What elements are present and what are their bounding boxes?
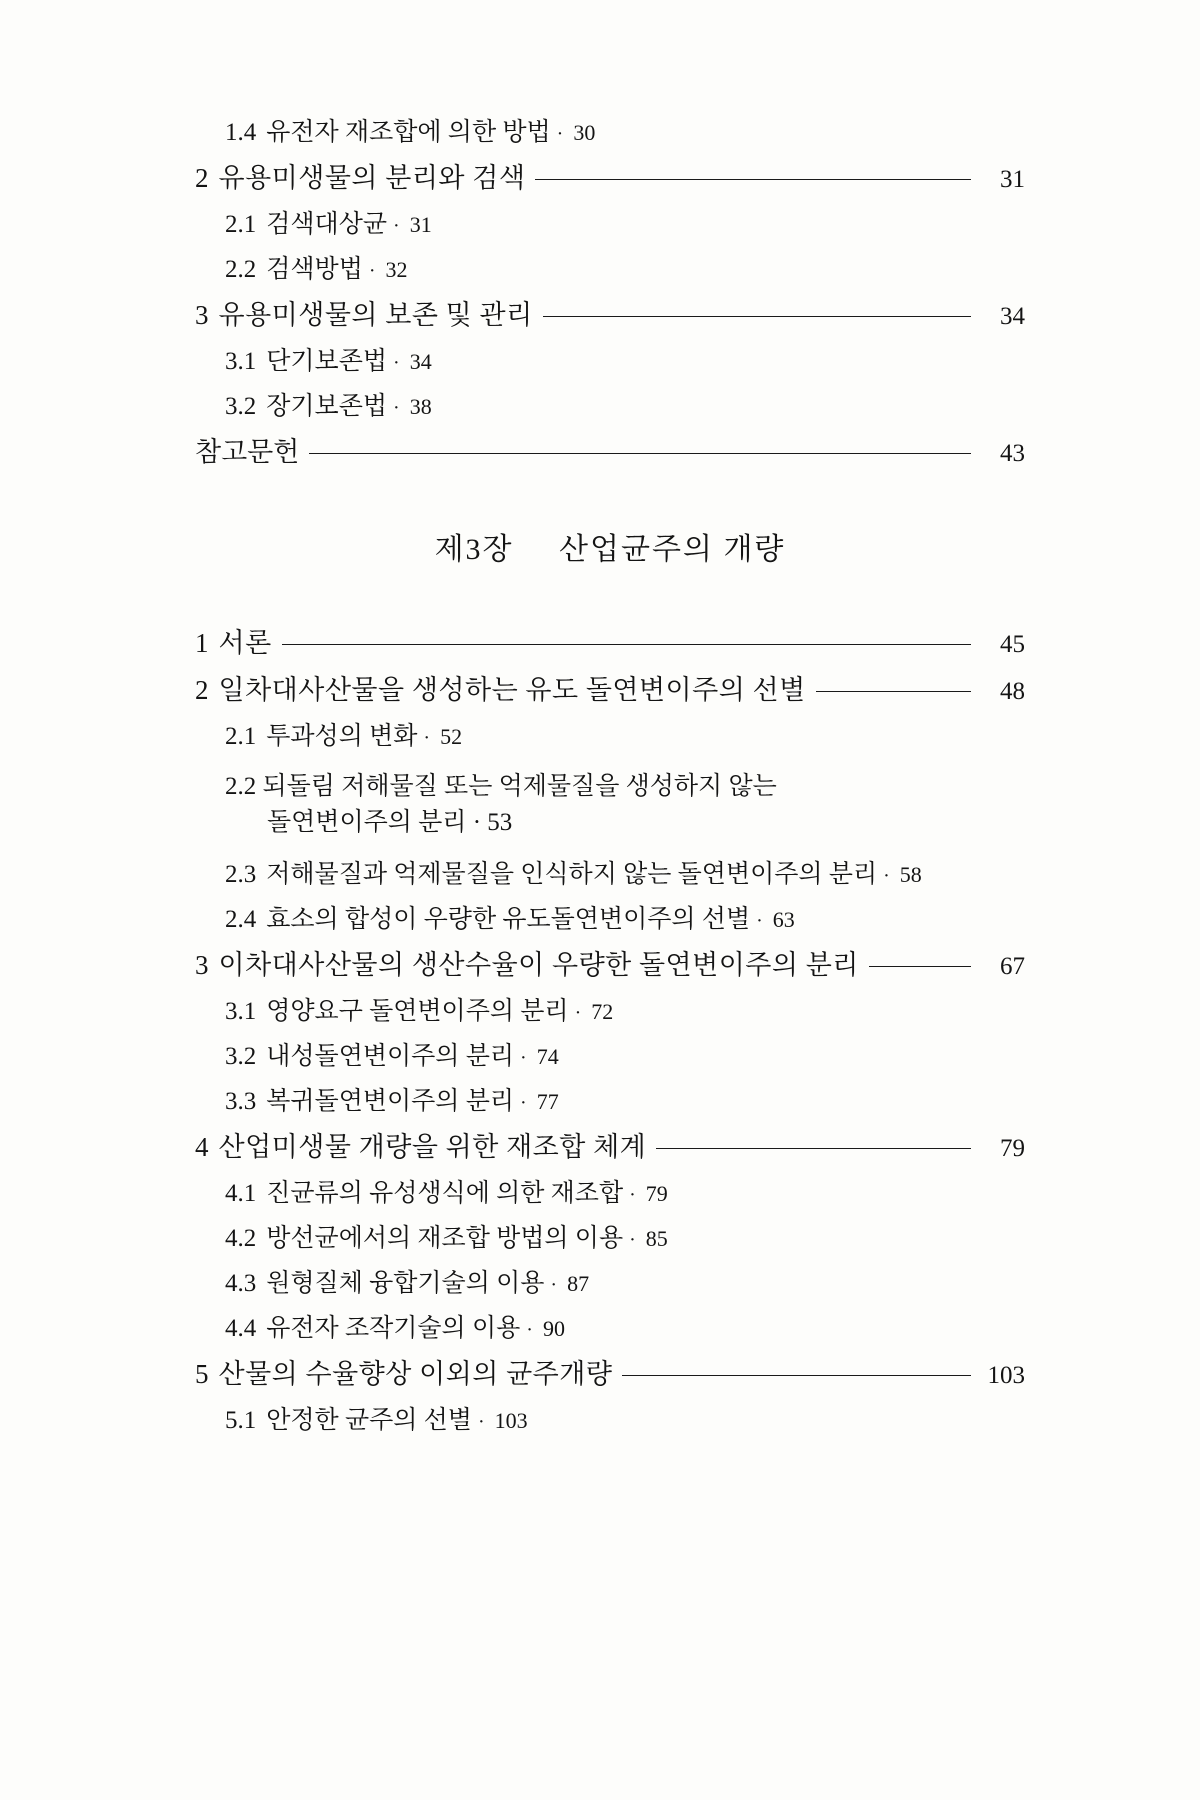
chapter-label: 제3장 [434,533,514,566]
entry-number: 2 [195,163,209,193]
entry-page: 79 [1000,1134,1025,1162]
entry-dot: · [423,727,431,749]
entry-dot: · [756,909,763,932]
toc-entry [195,165,1025,192]
entry-page: 72 [591,998,614,1024]
entry-number: 2 [195,675,209,705]
entry-number: 3.1 [225,348,257,375]
entry-number: 4 [195,1131,209,1162]
toc-entry [195,677,1025,704]
toc-entry [225,1316,1025,1341]
entry-dot: · [550,1273,558,1296]
entry-dot: · [520,1046,527,1069]
toc-entry [225,1226,1025,1251]
leader-line [535,179,971,180]
entry-dot: · [883,864,890,887]
entry-title: 서론 [218,628,272,658]
leader-line [622,1375,971,1376]
toc-entry [225,862,1025,887]
entry-dot: · [574,1001,582,1024]
entry-page: 74 [536,1043,559,1069]
entry-title: 진균류의 유성생식에 의한 재조합 [266,1179,624,1207]
entry-title: 내성돌연변이주의 분리 [266,1042,515,1070]
toc-entry [195,302,1025,329]
entry-title: 단기보존법 [266,348,388,375]
entry-number: 4.2 [225,1224,257,1252]
entry-page: 79 [645,1180,668,1206]
entry-number: 2.2 [225,256,257,283]
toc-entry [195,949,1025,980]
entry-page: 103 [987,1361,1025,1389]
entry-number: 3.2 [225,1042,257,1070]
entry-dot: · [472,809,482,837]
entry-page: 48 [1000,678,1025,705]
entry-number: 2.1 [225,723,257,750]
entry-title: 원형질체 융합기술의 이용 [266,1269,545,1297]
entry-page: 87 [567,1270,590,1296]
entry-number: 2.4 [225,905,257,933]
entry-title: 방선균에서의 재조합 방법의 이용 [266,1224,624,1252]
entry-page: 63 [772,906,795,932]
entry-page: 90 [542,1315,565,1341]
entry-number: 2.1 [225,211,257,238]
toc-entry [225,1044,1025,1069]
entry-title-continued: 돌연변이주의 분리 [267,809,467,837]
entry-title: 참고문헌 [195,437,300,467]
leader-line [869,966,971,967]
chapter-heading [195,524,1025,568]
entry-page: 32 [385,257,408,282]
entry-number: 2.2 [225,773,257,800]
entry-title: 이차대사산물의 생산수율이 우량한 돌연변이주의 분리 [218,949,859,980]
entry-title: 일차대사산물을 생성하는 유도 돌연변이주의 선별 [218,675,806,705]
entry-page: 30 [573,120,596,145]
leader-line [282,644,971,645]
entry-dot: · [629,1183,636,1206]
entry-page: 103 [494,1407,528,1433]
toc-entry [225,212,1025,237]
entry-page: 77 [536,1088,559,1114]
entry-title: 유전자 조작기술의 이용 [266,1314,521,1342]
toc-entry [225,907,1025,932]
entry-line-1 [225,769,1025,805]
entry-number: 3.2 [225,393,257,420]
entry-title: 검색방법 [266,256,363,283]
leader-line [816,691,971,692]
entry-number: 5 [195,1358,209,1389]
toc-entry [225,1181,1025,1206]
entry-title: 산업미생물 개량을 위한 재조합 체계 [218,1131,647,1162]
entry-dot: · [393,215,400,237]
leader-line [656,1148,971,1149]
toc-section-main [195,630,1025,1453]
toc-entry [225,349,1025,374]
entry-page: 45 [1000,631,1025,658]
toc-content [195,120,1025,1473]
toc-entry [225,394,1025,419]
toc-entry [225,1271,1025,1296]
entry-number: 1 [195,628,209,658]
entry-dot: · [629,1228,636,1251]
entry-page: 52 [440,724,463,749]
toc-entry [195,1358,1025,1389]
entry-number: 3.3 [225,1087,257,1115]
entry-title: 영양요구 돌연변이주의 분리 [266,997,569,1025]
entry-title: 유용미생물의 보존 및 관리 [218,300,533,330]
toc-entry [225,120,1025,145]
entry-dot: · [556,123,564,145]
entry-page: 34 [409,349,432,374]
toc-section-top [195,120,1025,466]
entry-page: 31 [1000,166,1025,193]
toc-entry [225,257,1025,282]
entry-number: 3.1 [225,997,257,1025]
entry-title: 안정한 균주의 선별 [266,1406,472,1434]
entry-dot: · [526,1318,533,1341]
entry-title: 산물의 수율향상 이외의 균주개량 [218,1358,613,1389]
entry-number: 4.4 [225,1314,257,1342]
entry-title: 저해물질과 억제물질을 인식하지 않는 돌연변이주의 분리 [266,860,878,888]
leader-line [309,453,971,454]
toc-entry [225,769,1025,842]
entry-title: 유전자 재조합에 의한 방법 [266,119,551,146]
entry-number: 3 [195,300,209,330]
toc-entry [195,630,1025,657]
entry-page: 38 [409,394,432,419]
entry-line-2 [267,805,1025,841]
entry-dot: · [393,352,400,374]
entry-page: 34 [1000,303,1025,330]
entry-page: 53 [487,809,513,837]
entry-title: 효소의 합성이 우량한 유도돌연변이주의 선별 [266,905,751,933]
toc-entry-references [195,439,1025,466]
entry-number: 2.3 [225,860,257,888]
entry-title: 유용미생물의 분리와 검색 [218,163,526,193]
entry-number: 3 [195,949,209,980]
entry-dot: · [393,397,400,419]
entry-page: 58 [899,861,922,887]
entry-number: 4.3 [225,1269,257,1297]
leader-line [543,316,971,317]
entry-page: 85 [645,1225,668,1251]
entry-number: 5.1 [225,1406,257,1434]
entry-title: 투과성의 변화 [266,723,418,750]
toc-entry [225,999,1025,1024]
entry-title: 장기보존법 [266,393,388,420]
toc-entry [225,1089,1025,1114]
toc-entry [225,724,1025,749]
entry-number: 4.1 [225,1179,257,1207]
entry-title: 검색대상균 [266,211,388,238]
toc-entry [225,1408,1025,1433]
entry-page: 31 [409,212,432,237]
entry-dot: · [477,1410,485,1433]
entry-dot: · [520,1091,527,1114]
entry-page: 67 [1000,952,1025,980]
toc-entry [195,1131,1025,1162]
chapter-title: 산업균주의 개량 [559,533,786,566]
entry-title: 되돌림 저해물질 또는 억제물질을 생성하지 않는 [262,773,777,800]
entry-page: 43 [1000,440,1025,467]
entry-dot: · [368,260,376,282]
entry-number: 1.4 [225,119,257,146]
entry-title: 복귀돌연변이주의 분리 [266,1087,515,1115]
